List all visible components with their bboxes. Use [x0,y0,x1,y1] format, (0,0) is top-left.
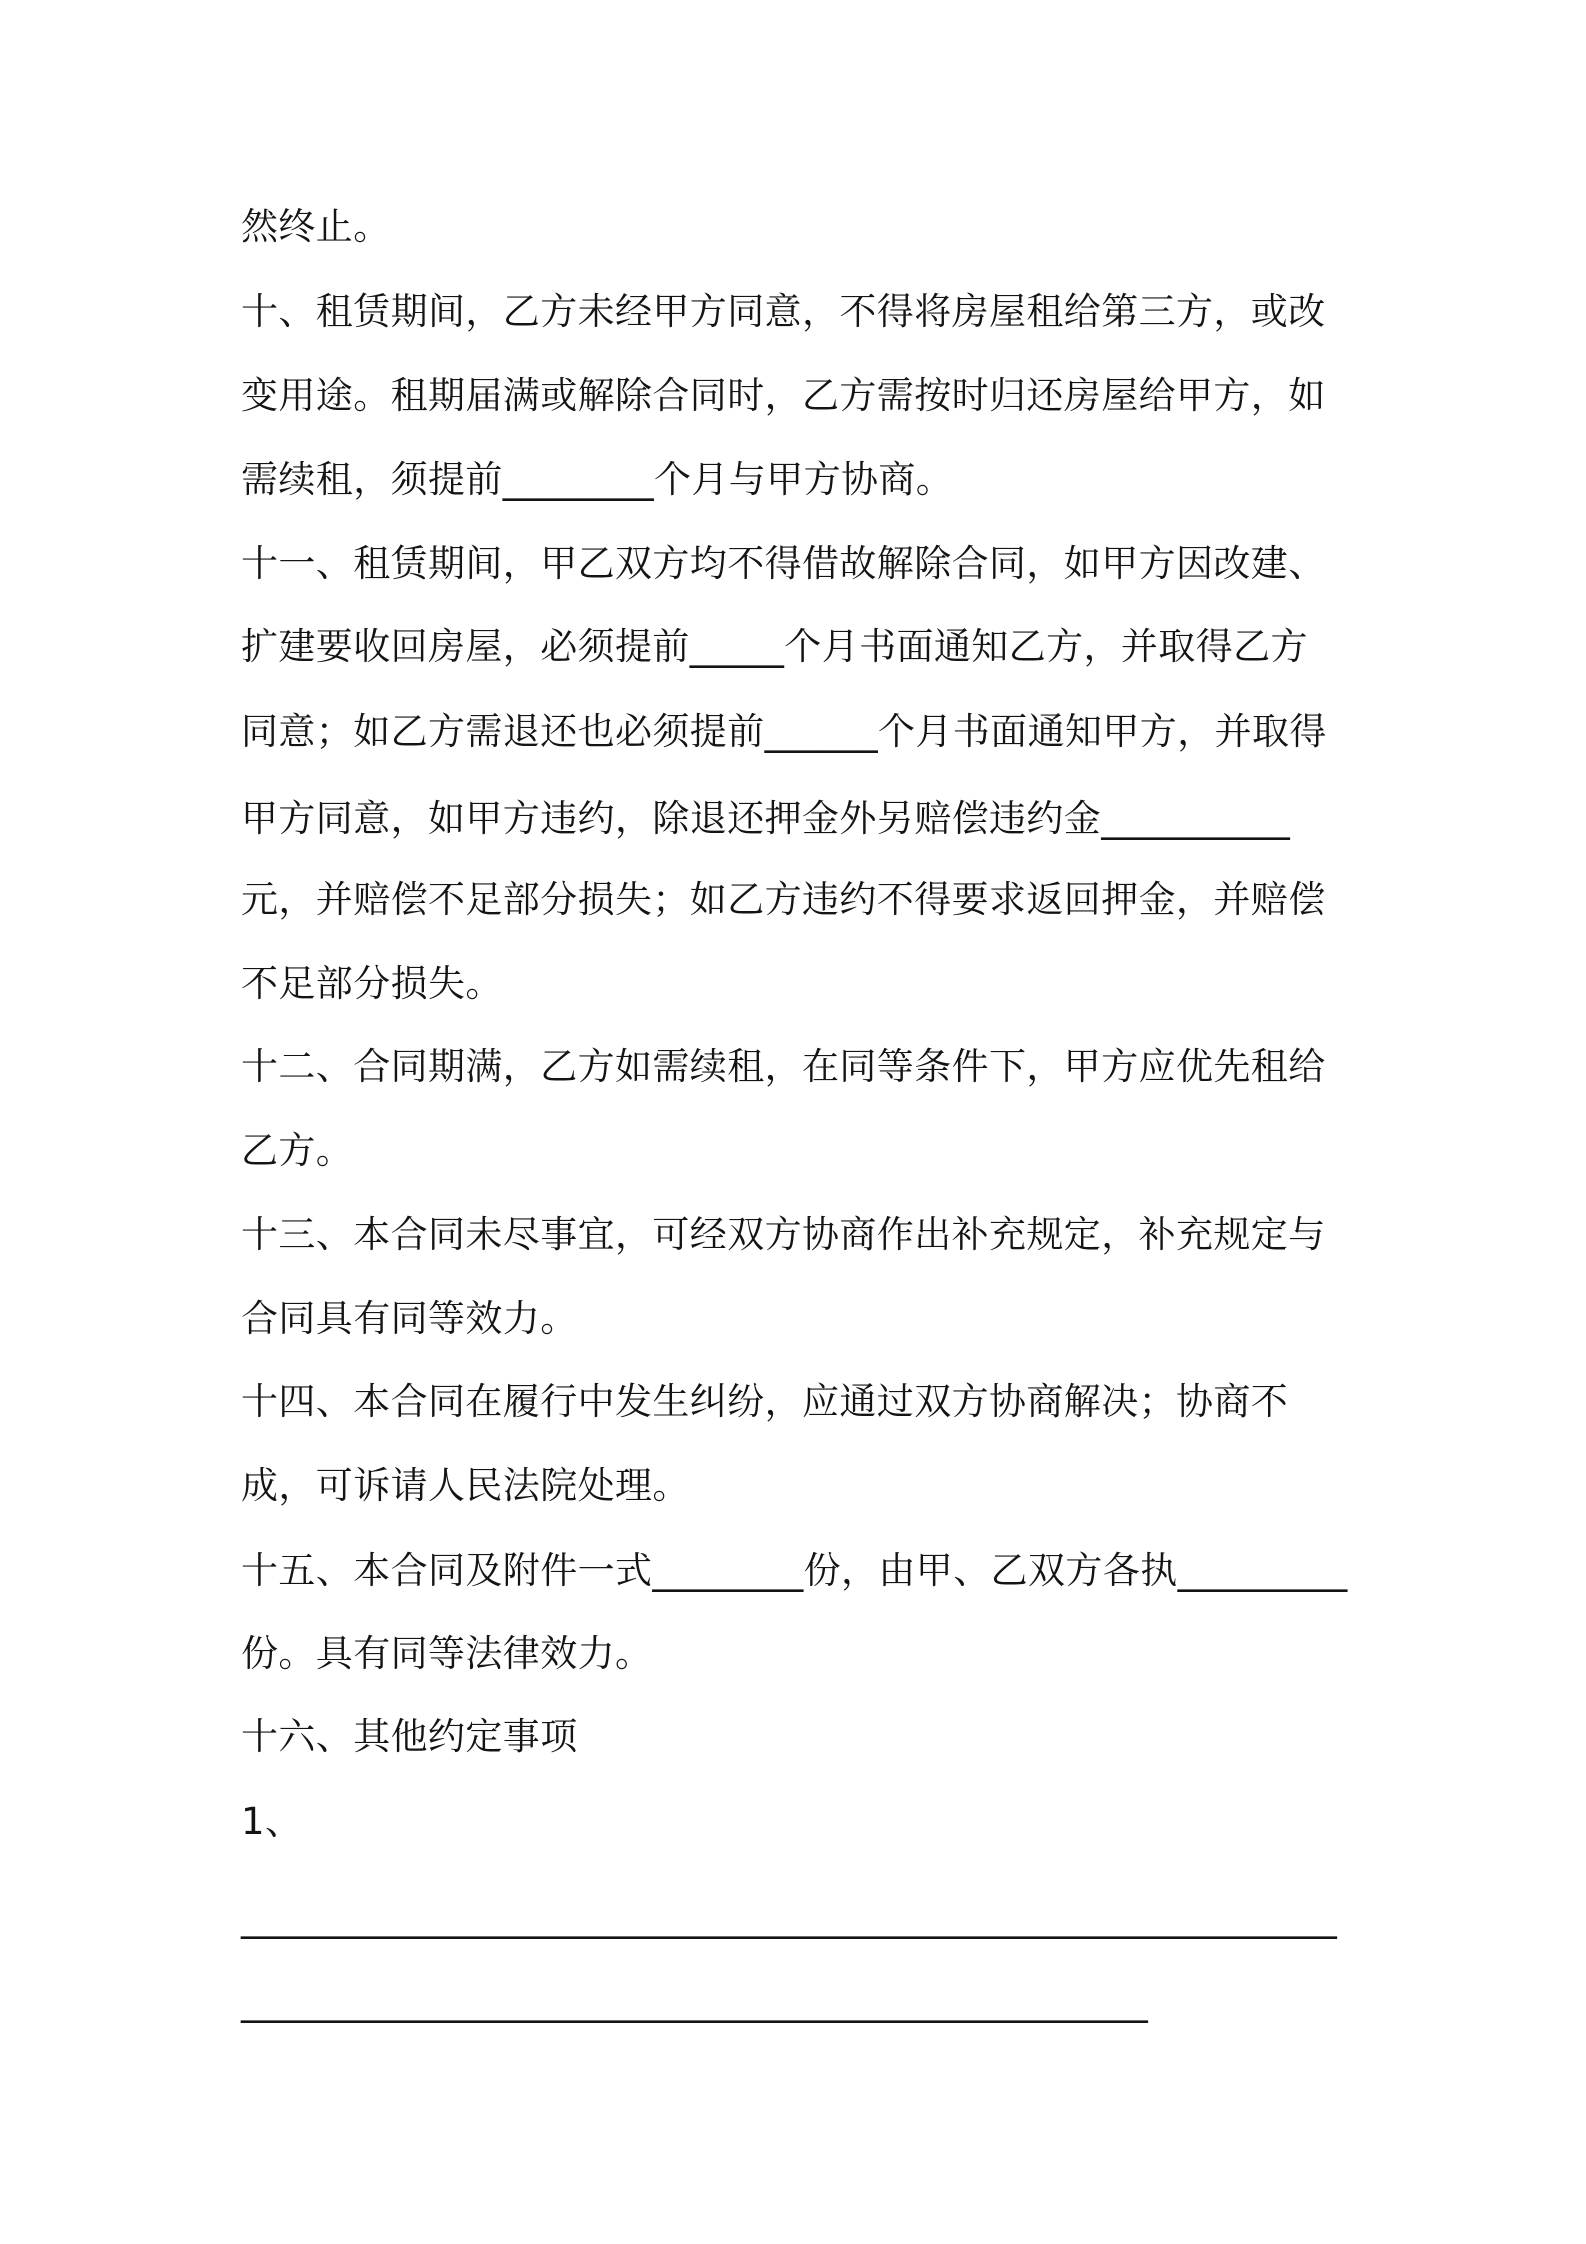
clause-15-line-2: 份。具有同等法律效力。 [241,1632,653,1675]
text-line: 然终止。 [241,205,391,248]
clause-10-line-2: 变用途。租期届满或解除合同时，乙方需按时归还房屋给甲方，如 [241,374,1326,417]
clause-10-line-1: 十、租赁期间，乙方未经甲方同意，不得将房屋租给第三方，或改 [241,290,1326,333]
clause-13-line-2: 合同具有同等效力。 [241,1297,578,1340]
clause-16-heading: 十六、其他约定事项 [241,1715,578,1758]
blank-line-2: ________________________________________________ [241,1980,1149,2023]
clause-11-line-5: 元，并赔偿不足部分损失；如乙方违约不得要求返回押金，并赔偿 [241,878,1326,921]
item-1-label: 1、 [241,1800,303,1843]
clause-14-line-2: 成，可诉请人民法院处理。 [241,1464,690,1507]
clause-14-line-1: 十四、本合同在履行中发生纠纷，应通过双方协商解决；协商不 [241,1380,1289,1423]
clause-11-line-3: 同意；如乙方需退还也必须提前______个月书面通知甲方，并取得 [241,710,1327,753]
clause-12-line-2: 乙方。 [241,1129,354,1172]
clause-10-line-3: 需续租，须提前________个月与甲方协商。 [241,458,954,501]
clause-13-line-1: 十三、本合同未尽事宜，可经双方协商作出补充规定，补充规定与 [241,1213,1326,1256]
clause-11-line-2: 扩建要收回房屋，必须提前_____个月书面通知乙方，并取得乙方 [241,625,1308,668]
clause-11-line-4: 甲方同意，如甲方违约，除退还押金外另赔偿违约金__________ [241,797,1291,840]
blank-line-1: __________________________________________________________ [241,1896,1338,1939]
clause-15-line-1: 十五、本合同及附件一式________份，由甲、乙双方各执_________ [241,1549,1348,1592]
clause-12-line-1: 十二、合同期满，乙方如需续租，在同等条件下，甲方应优先租给 [241,1045,1326,1088]
clause-11-line-1: 十一、租赁期间，甲乙双方均不得借故解除合同，如甲方因改建、 [241,542,1326,585]
clause-11-line-6: 不足部分损失。 [241,962,503,1005]
